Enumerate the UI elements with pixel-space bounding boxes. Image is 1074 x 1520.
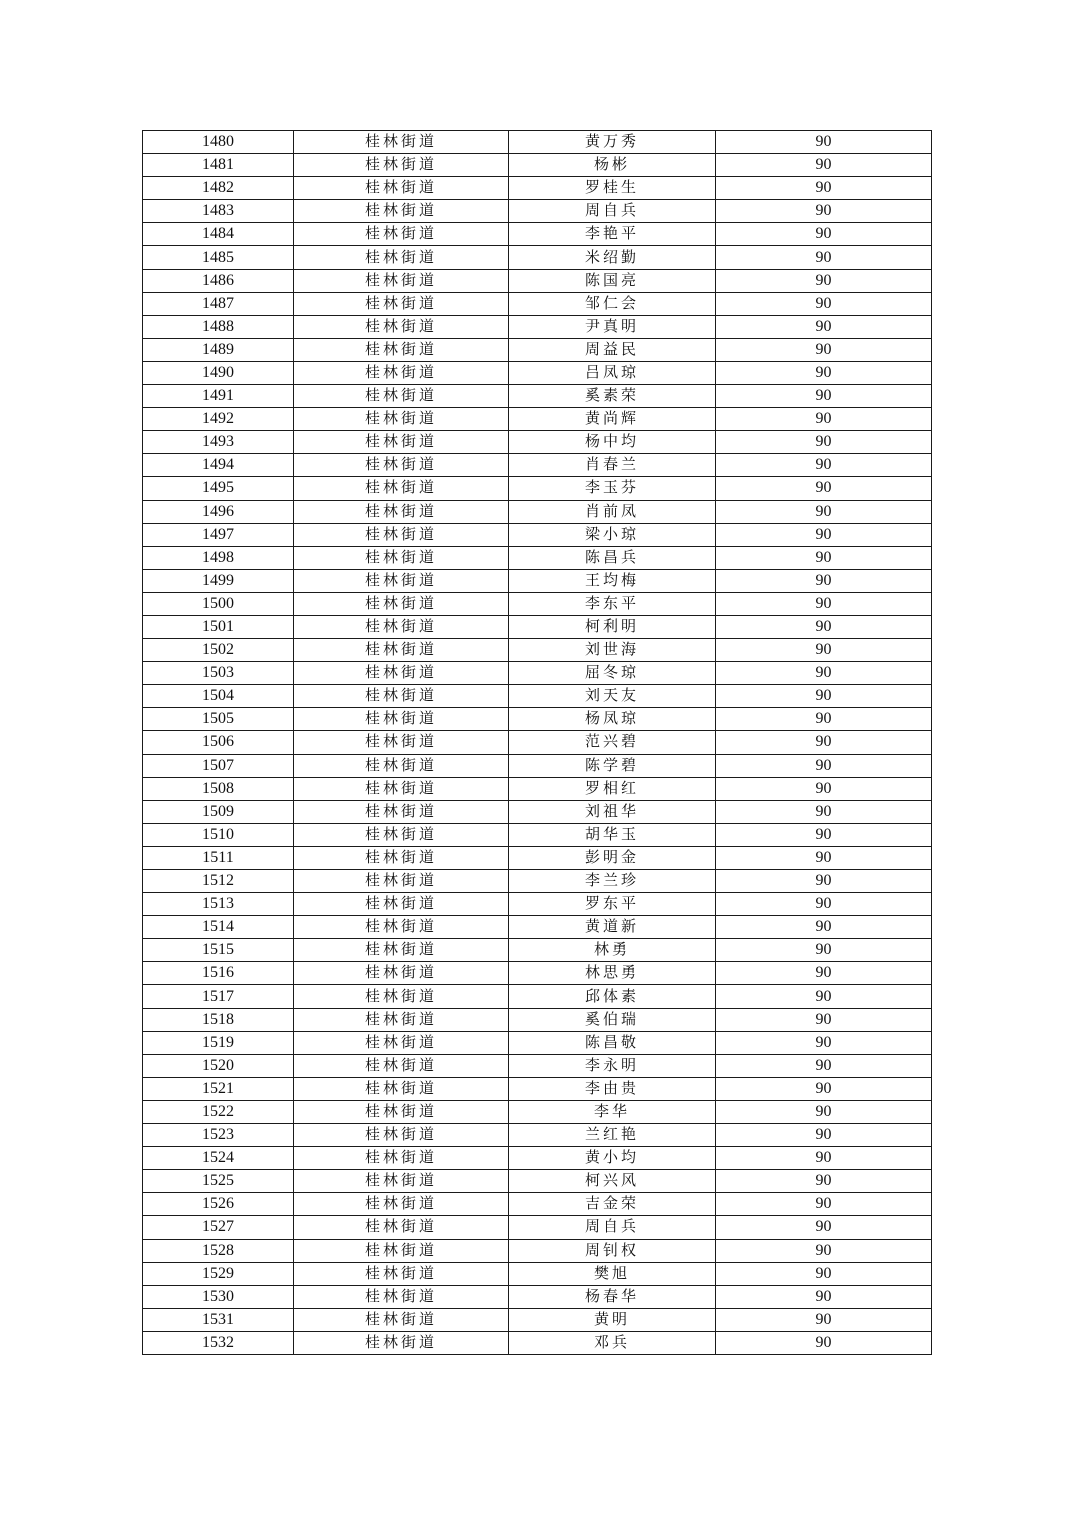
street-cell: 桂林街道: [294, 985, 509, 1008]
table-row: [143, 1216, 932, 1239]
table-row: [143, 754, 932, 777]
row-number: 1519: [143, 1031, 294, 1054]
row-number: 1480: [143, 131, 294, 154]
row-number: 1483: [143, 200, 294, 223]
beneficiary-table: [142, 130, 932, 1355]
row-number: 1528: [143, 1239, 294, 1262]
name-cell: 彭明金: [509, 846, 716, 869]
row-number: 1481: [143, 154, 294, 177]
name-cell: 柯利明: [509, 615, 716, 638]
amount-cell: 90: [716, 1193, 932, 1216]
table-row: [143, 246, 932, 269]
row-number: 1499: [143, 569, 294, 592]
amount-cell: 90: [716, 1147, 932, 1170]
table-row: [143, 408, 932, 431]
amount-cell: 90: [716, 800, 932, 823]
name-cell: 罗桂生: [509, 177, 716, 200]
street-cell: 桂林街道: [294, 800, 509, 823]
name-cell: 杨彬: [509, 154, 716, 177]
street-cell: 桂林街道: [294, 154, 509, 177]
street-cell: 桂林街道: [294, 246, 509, 269]
amount-cell: 90: [716, 939, 932, 962]
table-row: [143, 269, 932, 292]
name-cell: 周自兵: [509, 200, 716, 223]
amount-cell: 90: [716, 1239, 932, 1262]
amount-cell: 90: [716, 246, 932, 269]
amount-cell: 90: [716, 200, 932, 223]
name-cell: 罗东平: [509, 893, 716, 916]
table-row: [143, 200, 932, 223]
row-number: 1523: [143, 1124, 294, 1147]
name-cell: 吕凤琼: [509, 361, 716, 384]
name-cell: 李永明: [509, 1054, 716, 1077]
row-number: 1494: [143, 454, 294, 477]
name-cell: 邹仁会: [509, 292, 716, 315]
amount-cell: 90: [716, 962, 932, 985]
amount-cell: 90: [716, 500, 932, 523]
row-number: 1530: [143, 1285, 294, 1308]
street-cell: 桂林街道: [294, 569, 509, 592]
street-cell: 桂林街道: [294, 200, 509, 223]
row-number: 1502: [143, 639, 294, 662]
table-row: [143, 1170, 932, 1193]
row-number: 1491: [143, 385, 294, 408]
street-cell: 桂林街道: [294, 592, 509, 615]
amount-cell: 90: [716, 870, 932, 893]
row-number: 1496: [143, 500, 294, 523]
amount-cell: 90: [716, 615, 932, 638]
row-number: 1518: [143, 1008, 294, 1031]
table-row: [143, 1054, 932, 1077]
amount-cell: 90: [716, 685, 932, 708]
row-number: 1517: [143, 985, 294, 1008]
table-row: [143, 154, 932, 177]
row-number: 1503: [143, 662, 294, 685]
street-cell: 桂林街道: [294, 823, 509, 846]
amount-cell: 90: [716, 1170, 932, 1193]
amount-cell: 90: [716, 223, 932, 246]
street-cell: 桂林街道: [294, 1124, 509, 1147]
street-cell: 桂林街道: [294, 846, 509, 869]
table-row: [143, 223, 932, 246]
amount-cell: 90: [716, 269, 932, 292]
street-cell: 桂林街道: [294, 1262, 509, 1285]
street-cell: 桂林街道: [294, 500, 509, 523]
name-cell: 尹真明: [509, 315, 716, 338]
amount-cell: 90: [716, 177, 932, 200]
row-number: 1532: [143, 1331, 294, 1354]
table-row: [143, 131, 932, 154]
table-row: [143, 1008, 932, 1031]
table-row: [143, 870, 932, 893]
row-number: 1509: [143, 800, 294, 823]
name-cell: 胡华玉: [509, 823, 716, 846]
street-cell: 桂林街道: [294, 1100, 509, 1123]
street-cell: 桂林街道: [294, 1239, 509, 1262]
name-cell: 梁小琼: [509, 523, 716, 546]
name-cell: 陈国亮: [509, 269, 716, 292]
amount-cell: 90: [716, 1331, 932, 1354]
table-row: [143, 639, 932, 662]
street-cell: 桂林街道: [294, 177, 509, 200]
amount-cell: 90: [716, 454, 932, 477]
amount-cell: 90: [716, 1262, 932, 1285]
amount-cell: 90: [716, 731, 932, 754]
street-cell: 桂林街道: [294, 546, 509, 569]
amount-cell: 90: [716, 708, 932, 731]
table-row: [143, 1239, 932, 1262]
street-cell: 桂林街道: [294, 662, 509, 685]
row-number: 1507: [143, 754, 294, 777]
row-number: 1526: [143, 1193, 294, 1216]
name-cell: 陈昌敬: [509, 1031, 716, 1054]
amount-cell: 90: [716, 823, 932, 846]
amount-cell: 90: [716, 546, 932, 569]
street-cell: 桂林街道: [294, 685, 509, 708]
row-number: 1510: [143, 823, 294, 846]
row-number: 1490: [143, 361, 294, 384]
row-number: 1497: [143, 523, 294, 546]
name-cell: 黄小均: [509, 1147, 716, 1170]
amount-cell: 90: [716, 385, 932, 408]
street-cell: 桂林街道: [294, 870, 509, 893]
amount-cell: 90: [716, 893, 932, 916]
amount-cell: 90: [716, 916, 932, 939]
amount-cell: 90: [716, 315, 932, 338]
street-cell: 桂林街道: [294, 269, 509, 292]
table-row: [143, 477, 932, 500]
street-cell: 桂林街道: [294, 615, 509, 638]
name-cell: 邓兵: [509, 1331, 716, 1354]
table-row: [143, 777, 932, 800]
street-cell: 桂林街道: [294, 1031, 509, 1054]
table-row: [143, 338, 932, 361]
name-cell: 屈冬琼: [509, 662, 716, 685]
street-cell: 桂林街道: [294, 639, 509, 662]
amount-cell: 90: [716, 1100, 932, 1123]
amount-cell: 90: [716, 1285, 932, 1308]
amount-cell: 90: [716, 361, 932, 384]
table-row: [143, 177, 932, 200]
name-cell: 陈昌兵: [509, 546, 716, 569]
name-cell: 陈学碧: [509, 754, 716, 777]
table-row: [143, 523, 932, 546]
amount-cell: 90: [716, 985, 932, 1008]
table-row: [143, 569, 932, 592]
amount-cell: 90: [716, 523, 932, 546]
table-row: [143, 1100, 932, 1123]
table-row: [143, 315, 932, 338]
amount-cell: 90: [716, 1216, 932, 1239]
row-number: 1525: [143, 1170, 294, 1193]
row-number: 1531: [143, 1308, 294, 1331]
street-cell: 桂林街道: [294, 731, 509, 754]
name-cell: 黄明: [509, 1308, 716, 1331]
street-cell: 桂林街道: [294, 454, 509, 477]
name-cell: 李艳平: [509, 223, 716, 246]
name-cell: 王均梅: [509, 569, 716, 592]
table-row: [143, 546, 932, 569]
street-cell: 桂林街道: [294, 408, 509, 431]
row-number: 1485: [143, 246, 294, 269]
amount-cell: 90: [716, 1308, 932, 1331]
street-cell: 桂林街道: [294, 916, 509, 939]
row-number: 1505: [143, 708, 294, 731]
name-cell: 罗相红: [509, 777, 716, 800]
amount-cell: 90: [716, 592, 932, 615]
street-cell: 桂林街道: [294, 1308, 509, 1331]
street-cell: 桂林街道: [294, 893, 509, 916]
row-number: 1488: [143, 315, 294, 338]
amount-cell: 90: [716, 777, 932, 800]
row-number: 1506: [143, 731, 294, 754]
table-row: [143, 800, 932, 823]
street-cell: 桂林街道: [294, 1331, 509, 1354]
row-number: 1493: [143, 431, 294, 454]
row-number: 1527: [143, 1216, 294, 1239]
table-row: [143, 1124, 932, 1147]
name-cell: 黄万秀: [509, 131, 716, 154]
name-cell: 肖春兰: [509, 454, 716, 477]
table-row: [143, 846, 932, 869]
name-cell: 林思勇: [509, 962, 716, 985]
table-row: [143, 962, 932, 985]
table-row: [143, 454, 932, 477]
street-cell: 桂林街道: [294, 1285, 509, 1308]
table-row: [143, 1031, 932, 1054]
table-row: [143, 1308, 932, 1331]
table-row: [143, 731, 932, 754]
name-cell: 李兰珍: [509, 870, 716, 893]
row-number: 1515: [143, 939, 294, 962]
amount-cell: 90: [716, 477, 932, 500]
row-number: 1521: [143, 1077, 294, 1100]
name-cell: 刘天友: [509, 685, 716, 708]
table-row: [143, 1262, 932, 1285]
name-cell: 樊旭: [509, 1262, 716, 1285]
amount-cell: 90: [716, 662, 932, 685]
table-row: [143, 1077, 932, 1100]
table-row: [143, 893, 932, 916]
name-cell: 奚伯瑞: [509, 1008, 716, 1031]
table-row: [143, 1285, 932, 1308]
table-row: [143, 916, 932, 939]
name-cell: 刘世海: [509, 639, 716, 662]
street-cell: 桂林街道: [294, 292, 509, 315]
street-cell: 桂林街道: [294, 523, 509, 546]
table-row: [143, 662, 932, 685]
name-cell: 周益民: [509, 338, 716, 361]
name-cell: 邱体素: [509, 985, 716, 1008]
row-number: 1508: [143, 777, 294, 800]
street-cell: 桂林街道: [294, 223, 509, 246]
name-cell: 李华: [509, 1100, 716, 1123]
table-row: [143, 708, 932, 731]
name-cell: 黄尚辉: [509, 408, 716, 431]
name-cell: 奚素荣: [509, 385, 716, 408]
amount-cell: 90: [716, 569, 932, 592]
row-number: 1484: [143, 223, 294, 246]
row-number: 1498: [143, 546, 294, 569]
name-cell: 兰红艳: [509, 1124, 716, 1147]
street-cell: 桂林街道: [294, 431, 509, 454]
row-number: 1513: [143, 893, 294, 916]
amount-cell: 90: [716, 154, 932, 177]
street-cell: 桂林街道: [294, 1170, 509, 1193]
street-cell: 桂林街道: [294, 939, 509, 962]
table-row: [143, 500, 932, 523]
street-cell: 桂林街道: [294, 1008, 509, 1031]
amount-cell: 90: [716, 131, 932, 154]
street-cell: 桂林街道: [294, 338, 509, 361]
street-cell: 桂林街道: [294, 315, 509, 338]
name-cell: 米绍勤: [509, 246, 716, 269]
row-number: 1489: [143, 338, 294, 361]
amount-cell: 90: [716, 1008, 932, 1031]
name-cell: 周自兵: [509, 1216, 716, 1239]
row-number: 1501: [143, 615, 294, 638]
name-cell: 杨凤琼: [509, 708, 716, 731]
row-number: 1522: [143, 1100, 294, 1123]
table-row: [143, 823, 932, 846]
name-cell: 吉金荣: [509, 1193, 716, 1216]
amount-cell: 90: [716, 846, 932, 869]
street-cell: 桂林街道: [294, 754, 509, 777]
street-cell: 桂林街道: [294, 708, 509, 731]
row-number: 1529: [143, 1262, 294, 1285]
table-row: [143, 615, 932, 638]
amount-cell: 90: [716, 1124, 932, 1147]
amount-cell: 90: [716, 1054, 932, 1077]
street-cell: 桂林街道: [294, 1147, 509, 1170]
table-row: [143, 1147, 932, 1170]
row-number: 1511: [143, 846, 294, 869]
row-number: 1512: [143, 870, 294, 893]
table-row: [143, 1193, 932, 1216]
row-number: 1514: [143, 916, 294, 939]
row-number: 1495: [143, 477, 294, 500]
table-row: [143, 431, 932, 454]
name-cell: 肖前凤: [509, 500, 716, 523]
table-body: [143, 131, 932, 1355]
table-row: [143, 592, 932, 615]
amount-cell: 90: [716, 292, 932, 315]
row-number: 1486: [143, 269, 294, 292]
name-cell: 范兴碧: [509, 731, 716, 754]
street-cell: 桂林街道: [294, 1193, 509, 1216]
name-cell: 林勇: [509, 939, 716, 962]
table-row: [143, 292, 932, 315]
amount-cell: 90: [716, 639, 932, 662]
name-cell: 周钊权: [509, 1239, 716, 1262]
table-row: [143, 939, 932, 962]
table-row: [143, 1331, 932, 1354]
name-cell: 刘祖华: [509, 800, 716, 823]
row-number: 1487: [143, 292, 294, 315]
street-cell: 桂林街道: [294, 477, 509, 500]
name-cell: 柯兴风: [509, 1170, 716, 1193]
table-row: [143, 361, 932, 384]
amount-cell: 90: [716, 408, 932, 431]
row-number: 1516: [143, 962, 294, 985]
name-cell: 杨春华: [509, 1285, 716, 1308]
amount-cell: 90: [716, 1031, 932, 1054]
table-row: [143, 985, 932, 1008]
street-cell: 桂林街道: [294, 1054, 509, 1077]
street-cell: 桂林街道: [294, 131, 509, 154]
street-cell: 桂林街道: [294, 361, 509, 384]
row-number: 1524: [143, 1147, 294, 1170]
name-cell: 李由贵: [509, 1077, 716, 1100]
street-cell: 桂林街道: [294, 1216, 509, 1239]
name-cell: 李玉芬: [509, 477, 716, 500]
name-cell: 杨中均: [509, 431, 716, 454]
street-cell: 桂林街道: [294, 962, 509, 985]
street-cell: 桂林街道: [294, 1077, 509, 1100]
name-cell: 李东平: [509, 592, 716, 615]
table-row: [143, 685, 932, 708]
amount-cell: 90: [716, 338, 932, 361]
amount-cell: 90: [716, 1077, 932, 1100]
street-cell: 桂林街道: [294, 385, 509, 408]
row-number: 1500: [143, 592, 294, 615]
name-cell: 黄道新: [509, 916, 716, 939]
amount-cell: 90: [716, 754, 932, 777]
amount-cell: 90: [716, 431, 932, 454]
row-number: 1504: [143, 685, 294, 708]
row-number: 1482: [143, 177, 294, 200]
table-row: [143, 385, 932, 408]
street-cell: 桂林街道: [294, 777, 509, 800]
row-number: 1492: [143, 408, 294, 431]
row-number: 1520: [143, 1054, 294, 1077]
